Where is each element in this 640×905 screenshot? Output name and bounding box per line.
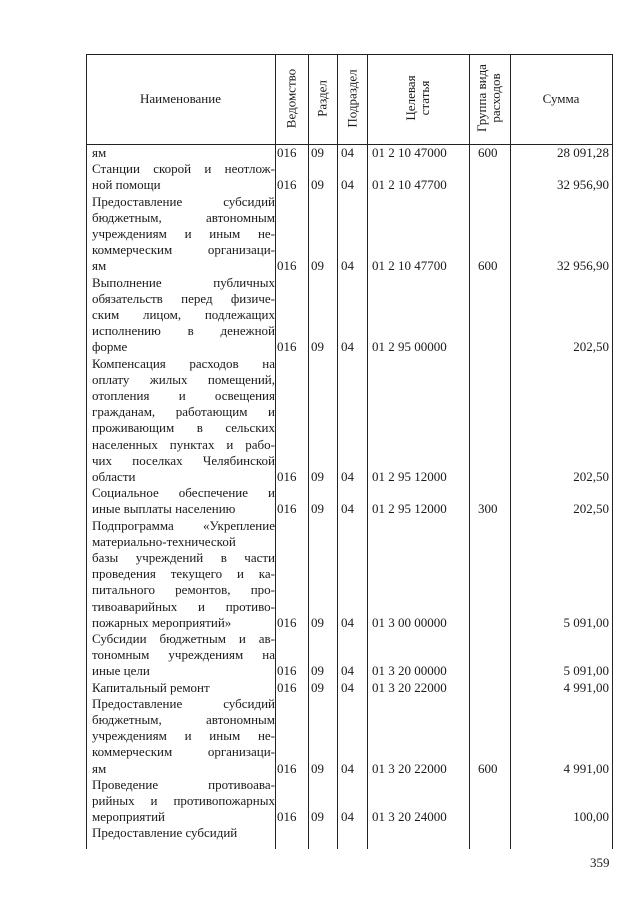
row-target-article: 01 3 20 22000 (372, 760, 447, 776)
row-name (92, 356, 275, 486)
row-razdel: 09 (311, 339, 324, 355)
row-target-article: 01 2 95 12000 (372, 469, 447, 484)
header-sum: Сумма (542, 91, 580, 106)
row-name-line: ским лицом, подлежащих (92, 307, 275, 322)
row-name-line: пожарных мероприятий» (92, 614, 232, 630)
row-podrazdel: 04 (341, 809, 354, 825)
row-target-article: 01 2 95 12000 (372, 501, 447, 517)
row-name (92, 777, 275, 826)
row-razdel: 09 (311, 679, 324, 695)
row-razdel: 09 (311, 809, 324, 825)
row-name (92, 161, 275, 193)
col-line-cs (367, 54, 368, 849)
col-line-ved (275, 54, 276, 849)
row-name-line: населенных пунктах и рабо- (92, 436, 275, 452)
row-podrazdel: 04 (341, 177, 354, 193)
row-name (92, 518, 275, 631)
row-name-line: гражданам, работающим и (92, 404, 275, 420)
row-target-article: 01 3 20 24000 (372, 809, 447, 825)
row-name-line: рийных и противопожарных (92, 793, 275, 808)
row-razdel: 09 (311, 614, 324, 630)
row-sum: 5 091,00 (563, 663, 609, 679)
row-name-line: ям (92, 760, 107, 776)
row-razdel: 09 (311, 469, 324, 484)
row-sum: 4 991,00 (563, 760, 609, 776)
row-name (92, 275, 275, 356)
header-razdel: Раздел (314, 80, 330, 117)
row-sum: 202,50 (573, 469, 609, 484)
row-name-line: ной помощи (92, 177, 161, 193)
row-name (92, 696, 275, 777)
row-name-line: Субсидии бюджетным и ав- (92, 631, 275, 646)
row-podrazdel: 04 (341, 501, 354, 517)
row-name-line: проведения текущего и ка- (92, 566, 275, 582)
row-name-line: оплату жилых помещений, (92, 371, 275, 387)
header-podrazdel: Подраздел (344, 69, 360, 128)
row-vedomstvo: 016 (277, 760, 297, 776)
row-podrazdel: 04 (341, 145, 354, 160)
row-name-line: базы учреждений в части (92, 550, 275, 565)
row-name-line: коммерческим организаци- (92, 242, 275, 258)
row-sum: 4 991,00 (563, 679, 609, 695)
row-name-line: чих поселках Челябинской (92, 452, 275, 468)
row-vedomstvo: 016 (277, 258, 297, 274)
row-name-line: Предоставление субсидий (92, 825, 238, 841)
row-sum: 32 956,90 (557, 258, 609, 274)
row-name-line: тивоаварийных и противо- (92, 598, 275, 614)
row-sum: 28 091,28 (557, 145, 609, 160)
row-name-line: мероприятий (92, 809, 165, 825)
row-name (92, 631, 275, 680)
row-name-line: форме (92, 339, 128, 355)
row-name-line: питального ремонтов, про- (92, 582, 275, 598)
col-line-right (612, 54, 613, 849)
row-vedomstvo: 016 (277, 469, 297, 484)
header-group-line2: расходов (488, 73, 503, 123)
row-razdel: 09 (311, 760, 324, 776)
row-name-line: бюджетным, автономным (92, 712, 275, 727)
row-vedomstvo: 016 (277, 177, 297, 193)
row-razdel: 09 (311, 501, 324, 517)
row-podrazdel: 04 (341, 760, 354, 776)
col-line-sum (510, 54, 511, 849)
row-vedomstvo: 016 (277, 339, 297, 355)
col-line-pod (337, 54, 338, 849)
row-name-line: проживающим в сельских (92, 420, 275, 436)
row-target-article: 01 2 10 47700 (372, 258, 447, 274)
row-podrazdel: 04 (341, 663, 354, 679)
row-name-line: исполнению в денежной (92, 323, 275, 339)
row-sum: 202,50 (573, 501, 609, 517)
row-vedomstvo: 016 (277, 679, 297, 695)
row-name-line: Компенсация расходов на (92, 355, 275, 371)
header-group-line1: Группа вида (474, 64, 489, 132)
row-sum: 5 091,00 (563, 614, 609, 630)
header-target-article (404, 48, 432, 148)
row-vedomstvo: 016 (277, 614, 297, 630)
row-vedomstvo: 016 (277, 145, 297, 160)
row-name (92, 145, 275, 161)
row-sum: 100,00 (573, 809, 609, 825)
row-name-line: иные цели (92, 663, 150, 679)
row-name-line: Станции скорой и неотлож- (92, 161, 275, 177)
col-line-left (86, 54, 87, 849)
header-target-line1: Целевая (403, 75, 418, 121)
budget-table (86, 54, 613, 849)
row-target-article: 01 3 20 22000 (372, 679, 447, 695)
row-name-line: Социальное обеспечение и (92, 485, 275, 501)
row-name-line: области (92, 469, 136, 485)
row-target-article: 01 3 20 00000 (372, 663, 447, 679)
row-name (92, 485, 275, 517)
row-name-line: тономным учреждениям на (92, 647, 275, 663)
row-name-line: Выполнение публичных (92, 274, 275, 290)
row-name-line: материально-технической (92, 533, 236, 549)
row-razdel: 09 (311, 258, 324, 274)
row-name-line: ям (92, 145, 107, 160)
header-vedomstvo: Ведомство (283, 68, 299, 129)
page-number: 359 (590, 855, 610, 870)
row-razdel: 09 (311, 177, 324, 193)
row-name-line: Предоставление субсидий (92, 695, 275, 711)
row-vedomstvo: 016 (277, 501, 297, 517)
row-target-article: 01 2 95 00000 (372, 339, 447, 355)
row-name-line: Проведение противоава- (92, 776, 275, 792)
row-podrazdel: 04 (341, 258, 354, 274)
row-name-line: коммерческим организаци- (92, 744, 275, 760)
header-expense-group (475, 48, 503, 148)
row-podrazdel: 04 (341, 679, 354, 695)
header-name: Наименование (140, 91, 221, 106)
row-expense-group: 600 (478, 145, 498, 160)
row-name-line: учреждениям и иным не- (92, 226, 275, 241)
row-sum: 32 956,90 (557, 177, 609, 193)
row-podrazdel: 04 (341, 614, 354, 630)
row-expense-group: 300 (478, 501, 498, 517)
row-name (92, 825, 275, 841)
row-name-line: бюджетным, автономным (92, 209, 275, 225)
row-name-line: Капитальный ремонт (92, 679, 210, 695)
row-vedomstvo: 016 (277, 663, 297, 679)
row-target-article: 01 2 10 47700 (372, 177, 447, 193)
row-podrazdel: 04 (341, 339, 354, 355)
row-name-line: иные выплаты населению (92, 501, 236, 517)
row-expense-group: 600 (478, 760, 498, 776)
header-target-line2: статья (417, 80, 432, 116)
col-line-vr (469, 54, 470, 849)
row-podrazdel: 04 (341, 469, 354, 484)
row-name (92, 194, 275, 275)
row-target-article: 01 3 00 00000 (372, 614, 447, 630)
row-name-line: ям (92, 258, 107, 274)
row-name-line: Предоставление субсидий (92, 193, 275, 209)
row-sum: 202,50 (573, 339, 609, 355)
row-name-line: обязательств перед физиче- (92, 290, 275, 306)
row-name-line: учреждениям и иным не- (92, 728, 275, 744)
row-name-line: отопления и освещения (92, 388, 275, 403)
row-name-line: Подпрограмма «Укрепление (92, 517, 275, 533)
row-razdel: 09 (311, 145, 324, 160)
row-razdel: 09 (311, 663, 324, 679)
row-expense-group: 600 (478, 258, 498, 274)
row-target-article: 01 2 10 47000 (372, 145, 447, 160)
row-vedomstvo: 016 (277, 809, 297, 825)
col-line-raz (308, 54, 309, 849)
row-name (92, 680, 275, 696)
